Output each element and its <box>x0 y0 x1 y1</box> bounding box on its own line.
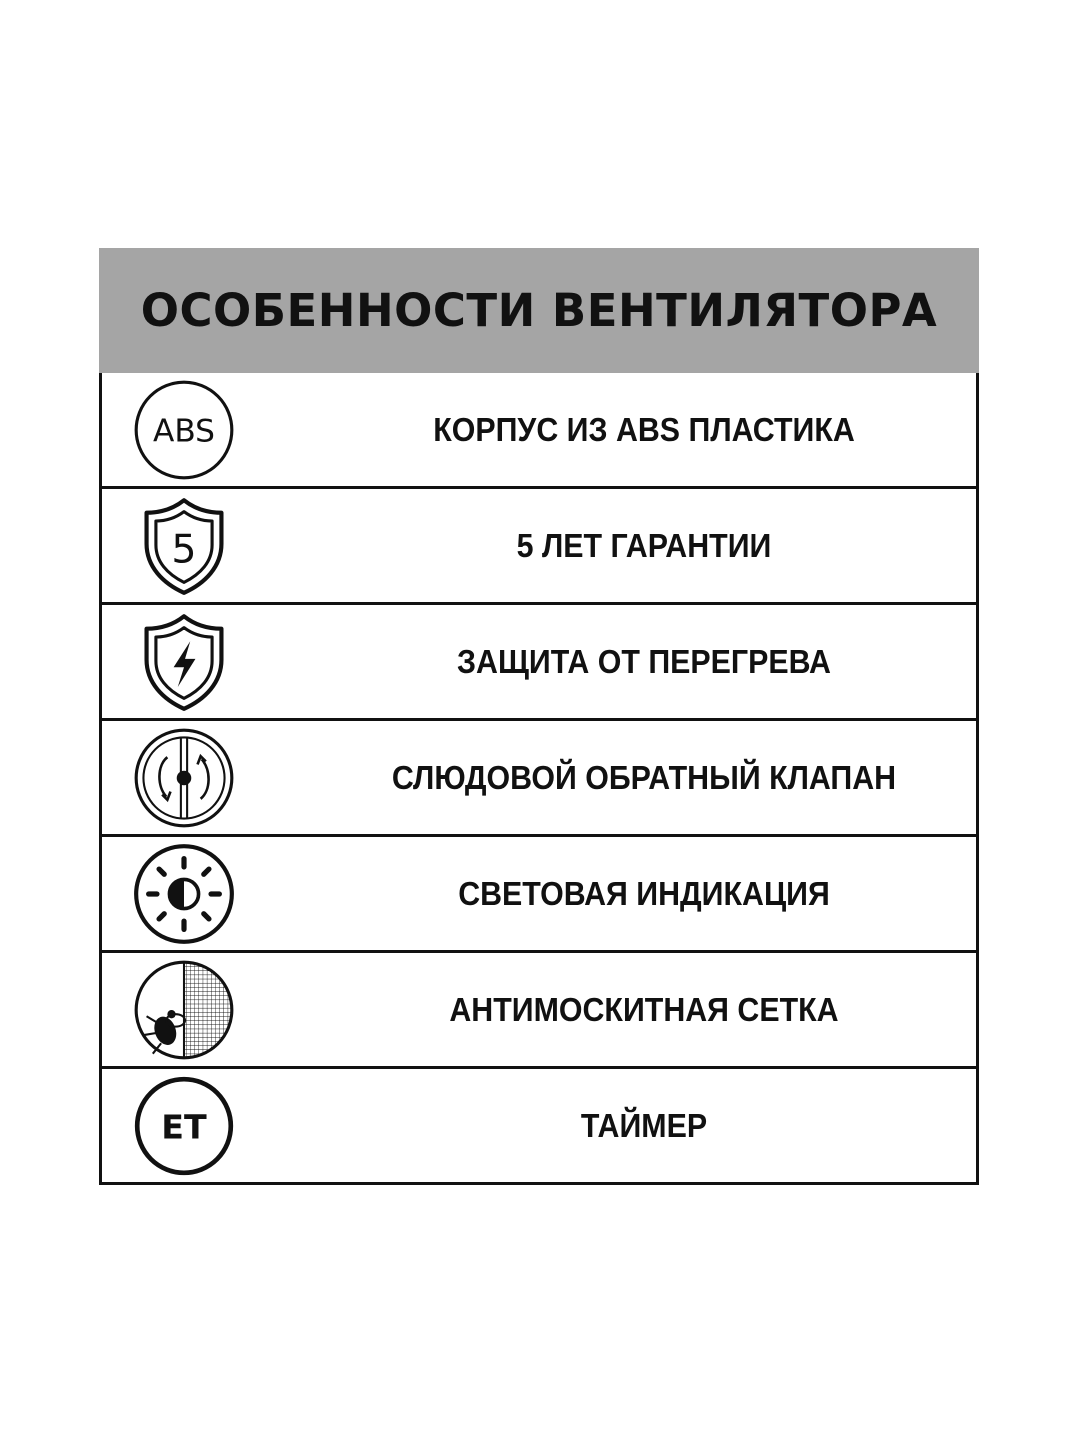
feature-label: КОРПУС ИЗ ABS ПЛАСТИКА <box>433 410 855 448</box>
mosquito-net-icon <box>132 958 236 1062</box>
feature-row-net <box>102 953 976 1069</box>
feature-label: СЛЮДОВОЙ ОБРАТНЫЙ КЛАПАН <box>391 758 897 796</box>
warranty-shield-icon <box>132 494 236 598</box>
table-header <box>99 248 979 373</box>
check-valve-icon <box>132 726 236 830</box>
light-indicator-icon <box>132 842 236 946</box>
feature-label: АНТИМОСКИТНАЯ СЕТКА <box>449 990 839 1028</box>
feature-label: ТАЙМЕР <box>580 1106 708 1144</box>
feature-row-valve <box>102 721 976 837</box>
abs-plastic-icon <box>132 378 236 482</box>
feature-row-abs <box>102 373 976 489</box>
feature-row-timer <box>102 1069 976 1185</box>
timer-icon-text: ET <box>161 1106 207 1146</box>
page-title: ОСОБЕННОСТИ ВЕНТИЛЯТОРА <box>140 284 938 337</box>
feature-row-warranty <box>102 489 976 605</box>
abs-icon-text: ABS <box>153 412 215 449</box>
lightning-shield-icon <box>132 610 236 714</box>
feature-row-light <box>102 837 976 953</box>
feature-list <box>99 373 979 1185</box>
feature-label: ЗАЩИТА ОТ ПЕРЕГРЕВА <box>457 642 831 680</box>
feature-label: СВЕТОВАЯ ИНДИКАЦИЯ <box>458 874 830 912</box>
features-table <box>99 248 979 1185</box>
timer-icon <box>132 1074 236 1178</box>
warranty-icon-text: 5 <box>171 526 197 573</box>
feature-label: 5 ЛЕТ ГАРАНТИИ <box>516 526 772 564</box>
feature-row-overheat <box>102 605 976 721</box>
